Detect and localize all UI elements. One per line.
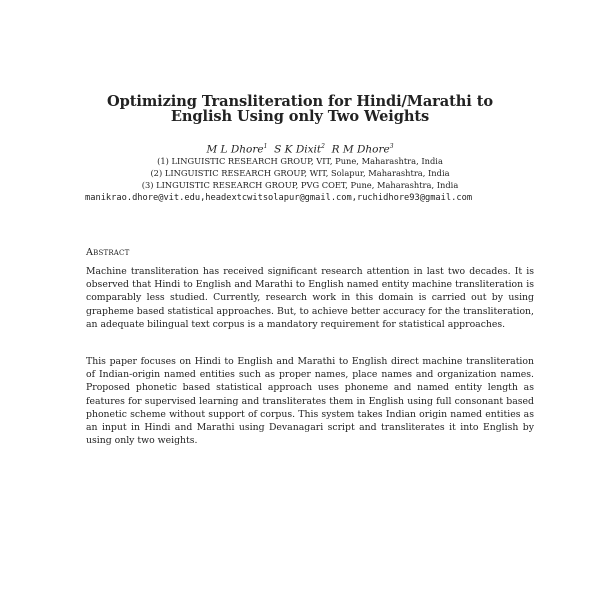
author-1-mark: 1	[263, 143, 268, 150]
affiliation-3: (3) LINGUISTIC RESEARCH GROUP, PVG COET, Pune, Maharashtra, India	[141, 180, 459, 190]
abstract-heading: Abstract	[86, 247, 130, 258]
affiliation-1: (1) LINGUISTIC RESEARCH GROUP, VIT, Pune, Maharashtra, India	[157, 156, 443, 166]
author-2: S K Dixit	[274, 143, 322, 156]
abstract-paragraph-2: This paper focuses on Hindi to English and Marathi to English direct machine transliteration of Indian-origin named entities such as proper names, place names and organization names. Proposed phonetic based statistical approach uses phoneme and named entity length as features for supervised learning and transliterates them in English using full consonant based phonetic scheme without support of corpus. This system takes Indian origin named entities as an input in Hindi and Marathi using Devanagari script and transliterates it into English by using only two weights.	[86, 356, 534, 447]
abstract-paragraph-1: Machine transliteration has received significant research attention in last two decades. It is observed that Hindi to English and Marathi to English named entity machine transliteration is comparably less studied. Currently, research work in this domain is carried out by using grapheme based statistical approaches. But, to achieve better accuracy for the transliteration, an adequate bilingual text corpus is a mandatory requirement for statistical approaches.	[86, 266, 534, 330]
author-emails: manikrao.dhore@vit.edu,headextcwitsolapur@gmail.com,ruchidhore93@gmail.com	[85, 193, 473, 203]
author-list	[60, 141, 540, 156]
author-3-mark: 3	[389, 143, 394, 150]
title-line-1: Optimizing Transliteration for Hindi/Marathi to	[107, 93, 493, 110]
author-3: R M Dhore	[331, 143, 390, 156]
paper-title	[60, 94, 540, 124]
author-1: M L Dhore	[206, 143, 264, 156]
title-line-2: English Using only Two Weights	[170, 108, 430, 125]
affiliation-2: (2) LINGUISTIC RESEARCH GROUP, WIT, Solapur, Maharashtra, India	[150, 168, 450, 178]
author-2-mark: 2	[321, 143, 325, 150]
